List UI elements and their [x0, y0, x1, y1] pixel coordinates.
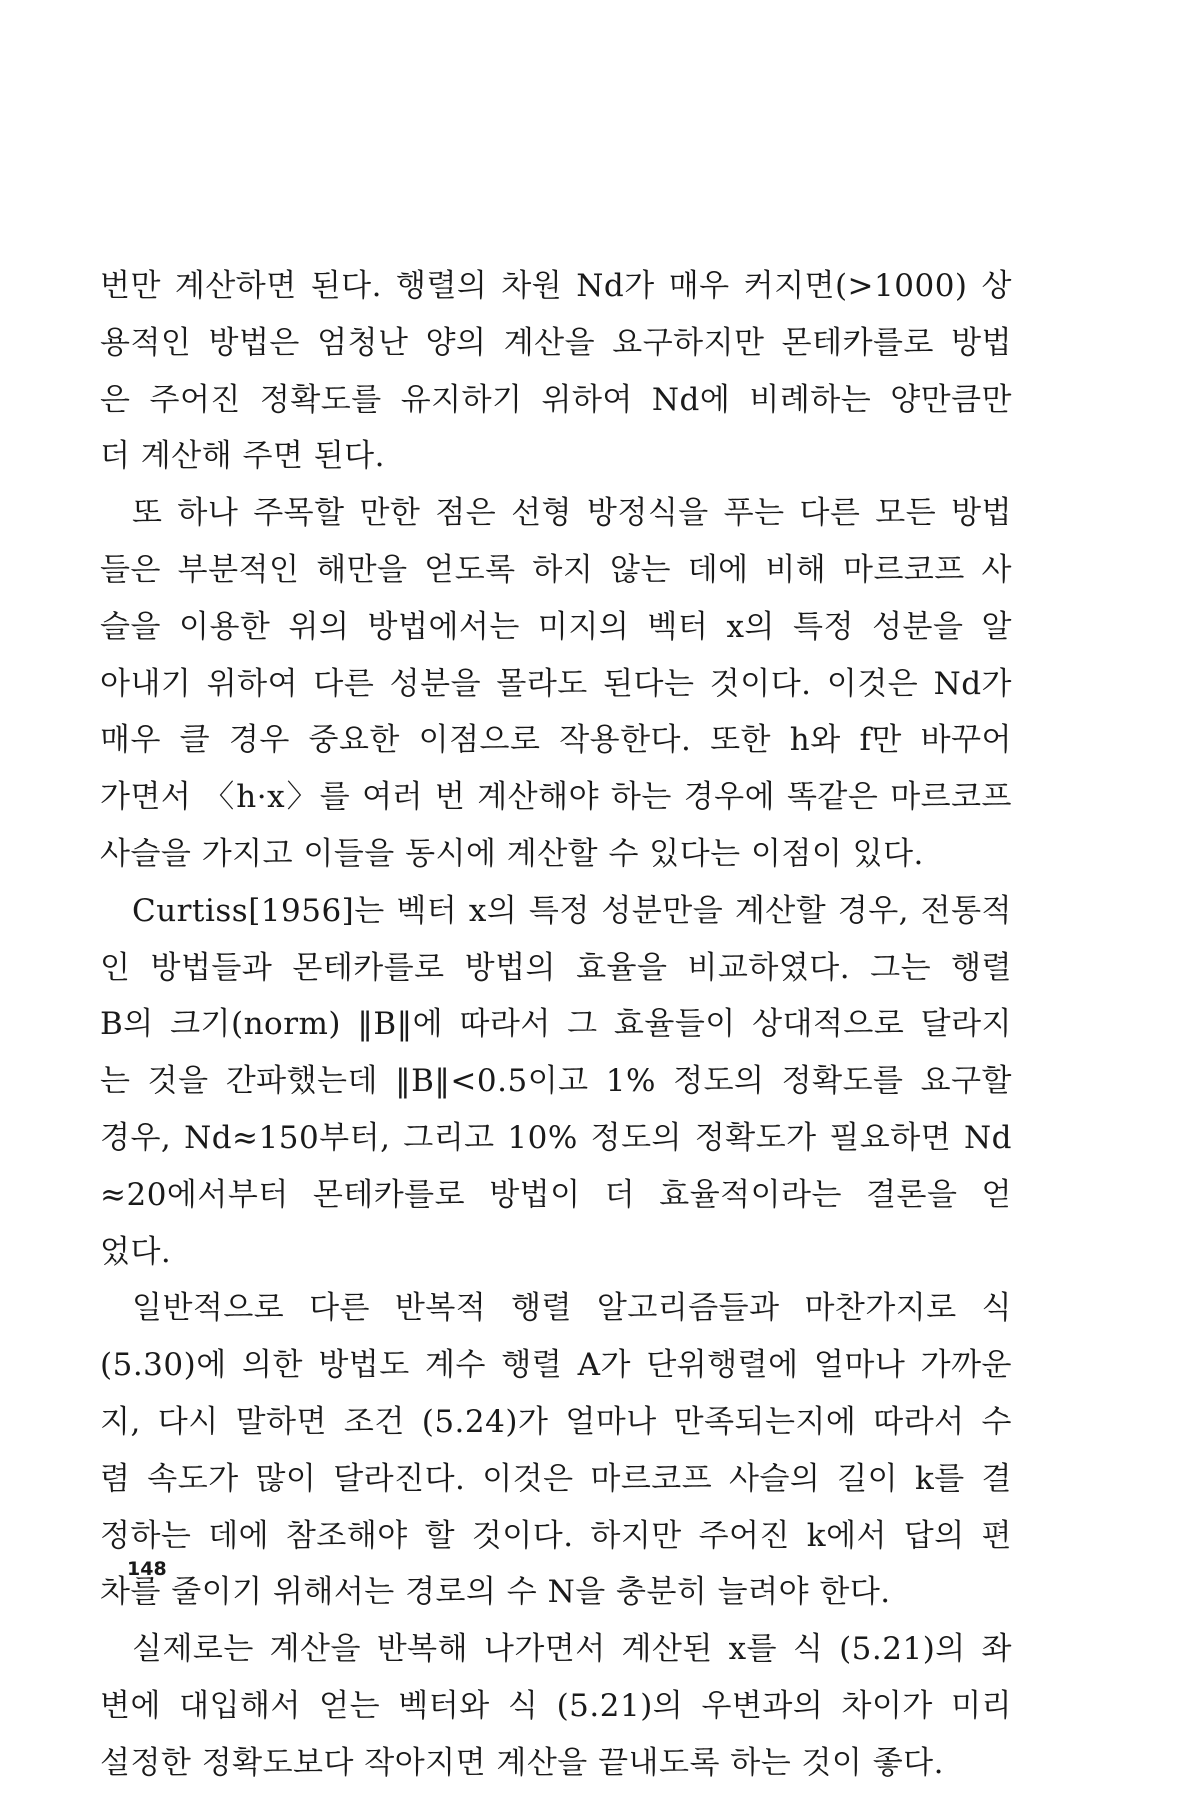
- text-line: 아내기 위하여 다른 성분을 몰라도 된다는 것이다. 이것은 Nd가: [100, 665, 1012, 702]
- text-line: 경우, Nd≈150부터, 그리고 10% 정도의 정확도가 필요하면 Nd: [100, 1119, 1012, 1156]
- text-line: 슬을 이용한 위의 방법에서는 미지의 벡터 x의 특정 성분을 알: [100, 608, 1012, 645]
- page-number: 148: [127, 1558, 167, 1580]
- text-line: 번만 계산하면 된다. 행렬의 차원 Nd가 매우 커지면(>1000) 상: [100, 268, 1012, 304]
- text-line: (5.30)에 의한 방법도 계수 행렬 A가 단위행렬에 얼마나 가까운: [100, 1347, 1012, 1384]
- text-line: 사슬을 가지고 이들을 동시에 계산할 수 있다는 이점이 있다.: [100, 835, 924, 872]
- text-line: 렴 속도가 많이 달라진다. 이것은 마르코프 사슬의 길이 k를 결: [100, 1460, 1012, 1497]
- text-line: 인 방법들과 몬테카를로 방법의 효율을 비교하였다. 그는 행렬: [100, 949, 1012, 986]
- text-line: 은 주어진 정확도를 유지하기 위하여 Nd에 비례하는 양만큼만: [100, 381, 1012, 418]
- text-line: 변에 대입해서 얻는 벡터와 식 (5.21)의 우변과의 차이가 미리: [100, 1687, 1012, 1724]
- text-line: 지, 다시 말하면 조건 (5.24)가 얼마나 만족되는지에 따라서 수: [100, 1403, 1012, 1440]
- text-line: 었다.: [100, 1233, 172, 1270]
- text-line: ≈20에서부터 몬테카를로 방법이 더 효율적이라는 결론을 얻: [100, 1176, 1012, 1213]
- text-line: 가면서 〈h·x〉를 여러 번 계산해야 하는 경우에 똑같은 마르코프: [100, 779, 1012, 816]
- text-line: 또 하나 주목할 만한 점은 선형 방정식을 푸는 다른 모든 방법: [132, 495, 1012, 532]
- text-line: 는 것을 간파했는데 ‖B‖<0.5이고 1% 정도의 정확도를 요구할: [100, 1063, 1012, 1100]
- text-line: 정하는 데에 참조해야 할 것이다. 하지만 주어진 k에서 답의 편: [100, 1517, 1012, 1554]
- body-text: [100, 258, 1012, 1792]
- text-line: 차를 줄이기 위해서는 경로의 수 N을 충분히 늘려야 한다.: [100, 1574, 891, 1611]
- text-line: 매우 클 경우 중요한 이점으로 작용한다. 또한 h와 f만 바꾸어: [100, 722, 1012, 759]
- text-line: 용적인 방법은 엄청난 양의 계산을 요구하지만 몬테카를로 방법: [100, 324, 1012, 361]
- text-line: B의 크기(norm) ‖B‖에 따라서 그 효율들이 상대적으로 달라지: [100, 1006, 1012, 1043]
- text-line: 들은 부분적인 해만을 얻도록 하지 않는 데에 비해 마르코프 사: [100, 551, 1012, 588]
- text-line: 설정한 정확도보다 작아지면 계산을 끝내도록 하는 것이 좋다.: [100, 1744, 944, 1781]
- text-line: 실제로는 계산을 반복해 나가면서 계산된 x를 식 (5.21)의 좌: [132, 1631, 1012, 1668]
- text-line: Curtiss[1956]는 벡터 x의 특정 성분만을 계산할 경우, 전통적: [132, 892, 1012, 929]
- text-line: 더 계산해 주면 된다.: [100, 438, 385, 475]
- text-line: 일반적으로 다른 반복적 행렬 알고리즘들과 마찬가지로 식: [132, 1290, 1012, 1327]
